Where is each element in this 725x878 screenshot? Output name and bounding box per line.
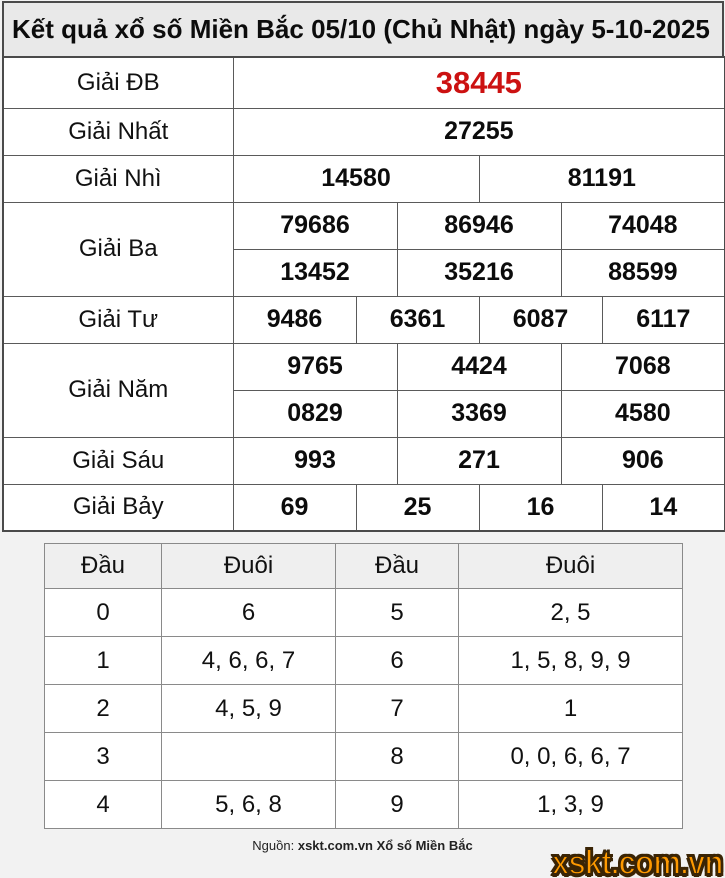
source-prefix: Nguồn: xyxy=(252,838,295,853)
prize-row-special xyxy=(3,57,725,108)
prize-value: 27255 xyxy=(233,108,725,155)
prize-value: 25 xyxy=(356,484,479,531)
tail-cell: 1 xyxy=(459,685,683,733)
column-header: Đầu xyxy=(45,544,162,589)
prize-label: Giải Tư xyxy=(3,296,233,343)
tail-cell: 1, 5, 8, 9, 9 xyxy=(459,637,683,685)
prize-value: 3369 xyxy=(397,390,561,437)
lottery-results-page xyxy=(0,1,725,878)
prize-value: 9486 xyxy=(233,296,356,343)
head-cell: 9 xyxy=(336,781,459,829)
column-header: Đuôi xyxy=(459,544,683,589)
table-row xyxy=(45,685,683,733)
prize-value: 4580 xyxy=(561,390,725,437)
prize-label: Giải Ba xyxy=(3,202,233,296)
prize-value: 35216 xyxy=(397,249,561,296)
prize-row-sixth xyxy=(3,437,725,484)
prize-label: Giải Nhất xyxy=(3,108,233,155)
prize-value: 6117 xyxy=(602,296,725,343)
tail-cell: 0, 0, 6, 6, 7 xyxy=(459,733,683,781)
tail-cell: 1, 3, 9 xyxy=(459,781,683,829)
prize-row-third-a xyxy=(3,202,725,249)
tail-cell: 4, 6, 6, 7 xyxy=(162,637,336,685)
prize-label: Giải ĐB xyxy=(3,57,233,108)
prize-value: 9765 xyxy=(233,343,397,390)
prize-value: 993 xyxy=(233,437,397,484)
tail-cell xyxy=(162,733,336,781)
prize-value: 88599 xyxy=(561,249,725,296)
head-cell: 5 xyxy=(336,589,459,637)
head-cell: 7 xyxy=(336,685,459,733)
prize-value: 74048 xyxy=(561,202,725,249)
tail-cell: 6 xyxy=(162,589,336,637)
prize-label: Giải Bảy xyxy=(3,484,233,531)
table-row xyxy=(45,781,683,829)
prize-value: 0829 xyxy=(233,390,397,437)
prize-label: Giải Năm xyxy=(3,343,233,437)
head-tail-table xyxy=(44,543,683,829)
prize-row-second xyxy=(3,155,725,202)
prize-value: 906 xyxy=(561,437,725,484)
prize-row-seventh xyxy=(3,484,725,531)
prize-value: 81191 xyxy=(479,155,725,202)
column-header: Đầu xyxy=(336,544,459,589)
prize-row-fourth xyxy=(3,296,725,343)
prize-value: 14580 xyxy=(233,155,479,202)
prize-value: 13452 xyxy=(233,249,397,296)
prize-row-first xyxy=(3,108,725,155)
head-cell: 6 xyxy=(336,637,459,685)
head-cell: 2 xyxy=(45,685,162,733)
prize-table xyxy=(2,56,725,532)
source-name: xskt.com.vn Xổ số Miền Bắc xyxy=(297,838,473,853)
tail-cell: 4, 5, 9 xyxy=(162,685,336,733)
head-tail-header-row xyxy=(45,544,683,589)
head-cell: 8 xyxy=(336,733,459,781)
column-header: Đuôi xyxy=(162,544,336,589)
prize-label: Giải Sáu xyxy=(3,437,233,484)
prize-row-fifth-a xyxy=(3,343,725,390)
prize-value-special: 38445 xyxy=(233,57,725,108)
tail-cell: 2, 5 xyxy=(459,589,683,637)
prize-value: 4424 xyxy=(397,343,561,390)
head-cell: 0 xyxy=(45,589,162,637)
prize-value: 6087 xyxy=(479,296,602,343)
prize-value: 79686 xyxy=(233,202,397,249)
table-row xyxy=(45,733,683,781)
prize-value: 6361 xyxy=(356,296,479,343)
prize-value: 86946 xyxy=(397,202,561,249)
table-row xyxy=(45,637,683,685)
page-title: Kết quả xổ số Miền Bắc 05/10 (Chủ Nhật) ngày 5-10-2025 xyxy=(2,1,724,58)
prize-value: 69 xyxy=(233,484,356,531)
table-row xyxy=(45,589,683,637)
prize-value: 271 xyxy=(397,437,561,484)
prize-label: Giải Nhì xyxy=(3,155,233,202)
xskt-watermark-logo: xskt.com.vn xyxy=(552,844,723,878)
head-cell: 1 xyxy=(45,637,162,685)
tail-cell: 5, 6, 8 xyxy=(162,781,336,829)
prize-value: 7068 xyxy=(561,343,725,390)
head-cell: 4 xyxy=(45,781,162,829)
head-cell: 3 xyxy=(45,733,162,781)
prize-value: 14 xyxy=(602,484,725,531)
prize-value: 16 xyxy=(479,484,602,531)
